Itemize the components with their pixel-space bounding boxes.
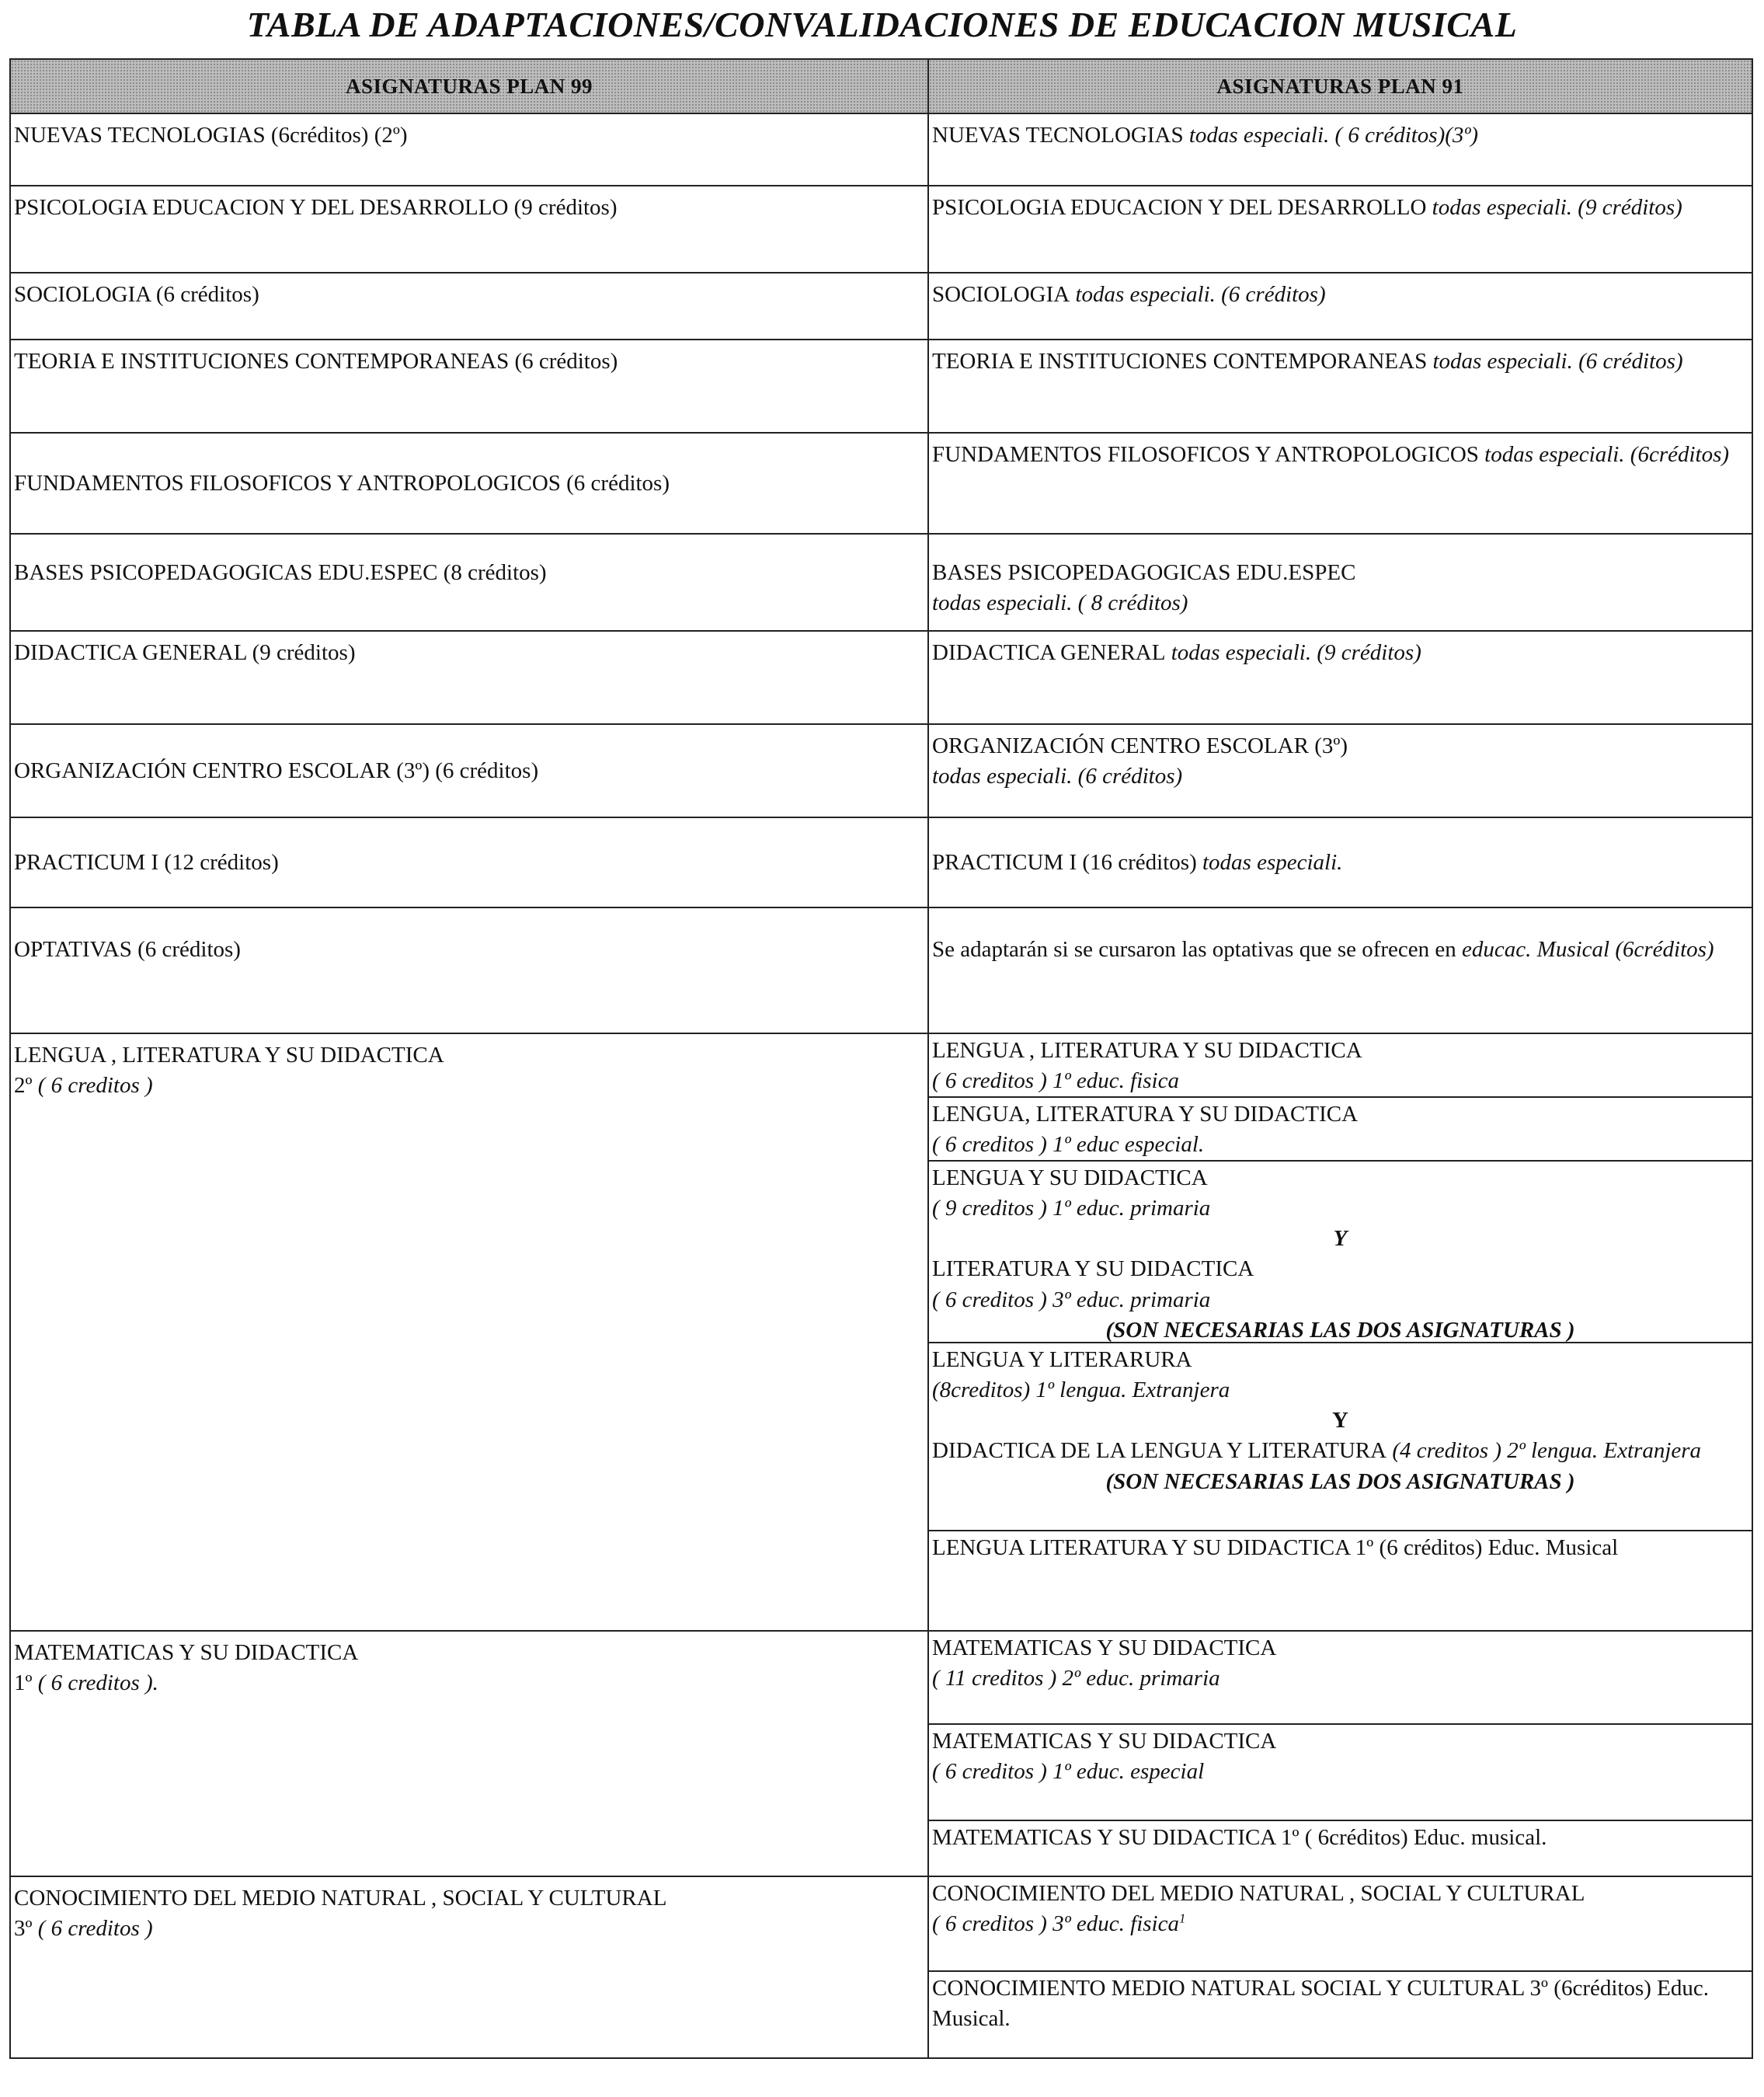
table-row [10,186,1752,273]
footnote-marker: 1 [1178,1911,1186,1926]
plan99-cell: LENGUA , LITERATURA Y SU DIDACTICA 2º ( 6 creditos ) [10,1033,928,1631]
plan91-cell: BASES PSICOPEDAGOGICAS EDU.ESPEC todas especiali. ( 8 créditos) [928,534,1752,631]
plan99-cell: TEORIA E INSTITUCIONES CONTEMPORANEAS (6 créditos) [10,340,928,433]
plan91-cell [928,1631,1752,1876]
plan91-cell: DIDACTICA GENERAL todas especiali. (9 créditos) [928,631,1752,724]
page-title: TABLA DE ADAPTACIONES/CONVALIDACIONES DE EDUCACION MUSICAL [246,5,1518,44]
table-row [10,907,1752,1033]
table-row [10,433,1752,534]
list-item: LENGUA Y LITERARURA (8creditos) 1º lengua. Extranjera Y DIDACTICA DE LA LENGUA Y LITERATURA (4 creditos ) 2º lengua. Extranjera (SON NECESARIAS LAS DOS ASIGNATURAS ) [929,1343,1752,1531]
list-item: LENGUA , LITERATURA Y SU DIDACTICA ( 6 creditos ) 1º educ. fisica [929,1034,1752,1098]
table-row-conocimiento [10,1876,1752,2058]
list-item: MATEMATICAS Y SU DIDACTICA ( 6 creditos ) 1º educ. especial [929,1725,1752,1821]
list-item: CONOCIMIENTO MEDIO NATURAL SOCIAL Y CULTURAL 3º (6créditos) Educ. Musical. [932,1976,1710,2032]
list-item: CONOCIMIENTO DEL MEDIO NATURAL , SOCIAL Y CULTURAL ( 6 creditos ) 3º educ. fisica$^1$ [929,1877,1752,1972]
list-item: LENGUA, LITERATURA Y SU DIDACTICA ( 6 creditos ) 1º educ especial. [929,1098,1752,1162]
table-row-matematicas [10,1631,1752,1876]
plan91-cell: TEORIA E INSTITUCIONES CONTEMPORANEAS todas especiali. (6 créditos) [928,340,1752,433]
plan99-cell: DIDACTICA GENERAL (9 créditos) [10,631,928,724]
plan91-cell [928,1876,1752,2058]
list-item: LENGUA Y SU DIDACTICA ( 9 creditos ) 1º educ. primaria Y LITERATURA Y SU DIDACTICA ( 6 creditos ) 3º educ. primaria (SON NECESARIAS LAS DOS ASIGNATURAS ) [929,1162,1752,1343]
table-row-lengua [10,1033,1752,1631]
plan91-cell: PSICOLOGIA EDUCACION Y DEL DESARROLLO todas especiali. (9 créditos) [928,186,1752,273]
plan91-cell: NUEVAS TECNOLOGIAS todas especiali. ( 6 créditos)(3º) [928,113,1752,186]
plan99-cell: ORGANIZACIÓN CENTRO ESCOLAR (3º) (6 créditos) [10,724,928,817]
header-plan99: ASIGNATURAS PLAN 99 [10,59,928,113]
plan99-cell: NUEVAS TECNOLOGIAS (6créditos) (2º) [10,113,928,186]
plan99-cell: SOCIOLOGIA (6 créditos) [10,273,928,340]
list-item: MATEMATICAS Y SU DIDACTICA ( 11 creditos ) 2º educ. primaria [929,1632,1752,1725]
table-row [10,113,1752,186]
table-row [10,534,1752,631]
plan99-cell: CONOCIMIENTO DEL MEDIO NATURAL , SOCIAL Y CULTURAL 3º ( 6 creditos ) [10,1876,928,2058]
table-row [10,340,1752,433]
list-item: LENGUA LITERATURA Y SU DIDACTICA 1º (6 créditos) Educ. Musical [932,1535,1619,1560]
plan99-cell: FUNDAMENTOS FILOSOFICOS Y ANTROPOLOGICOS (6 créditos) [10,433,928,534]
plan91-cell: ORGANIZACIÓN CENTRO ESCOLAR (3º) todas especiali. (6 créditos) [928,724,1752,817]
adaptation-table [9,58,1753,2059]
list-item: MATEMATICAS Y SU DIDACTICA 1º ( 6créditos) Educ. musical. [932,1825,1547,1850]
table-row [10,724,1752,817]
plan99-cell: BASES PSICOPEDAGOGICAS EDU.ESPEC (8 créditos) [10,534,928,631]
plan91-cell: SOCIOLOGIA todas especiali. (6 créditos) [928,273,1752,340]
plan91-cell [928,1033,1752,1631]
plan91-cell: FUNDAMENTOS FILOSOFICOS Y ANTROPOLOGICOS todas especiali. (6créditos) [928,433,1752,534]
plan91-cell: PRACTICUM I (16 créditos) todas especiali. [928,817,1752,907]
header-plan91: ASIGNATURAS PLAN 91 [928,59,1752,113]
table-row [10,817,1752,907]
plan99-cell: MATEMATICAS Y SU DIDACTICA 1º ( 6 creditos ). [10,1631,928,1876]
plan91-cell: Se adaptarán si se cursaron las optativas que se ofrecen en educac. Musical (6créditos) [928,907,1752,1033]
table-row [10,273,1752,340]
plan99-cell: PSICOLOGIA EDUCACION Y DEL DESARROLLO (9 créditos) [10,186,928,273]
table-header-row [10,59,1752,113]
plan99-cell: PRACTICUM I (12 créditos) [10,817,928,907]
plan99-cell: OPTATIVAS (6 créditos) [10,907,928,1033]
table-row [10,631,1752,724]
